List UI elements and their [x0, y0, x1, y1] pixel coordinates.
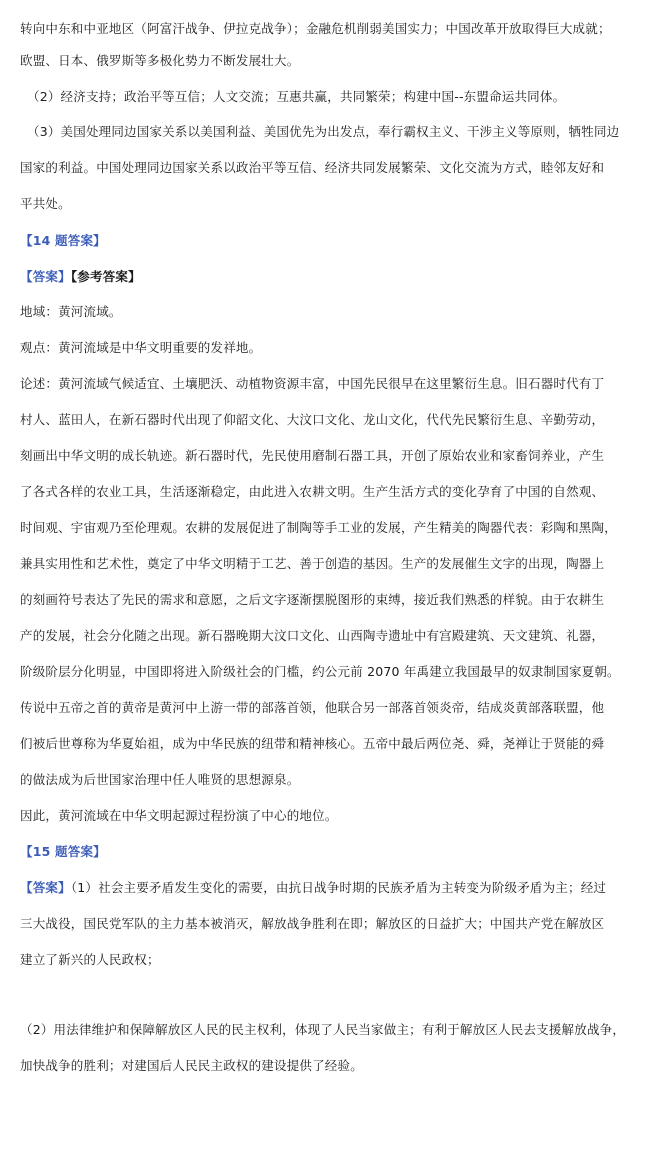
text-line: （3）美国处理同边国家关系以美国利益、美国优先为出发点，奉行霸权主义、干涉主义等原则，牺牲同边	[27, 124, 620, 139]
text-line: 刻画出中华文明的成长轨迹。新石器时代，先民使用磨制石器工具，开创了原始农业和家畜饲养业，产生	[20, 448, 605, 463]
text-line: 了各式各样的农业工具，生活逐渐稳定，由此进入农耕文明。生产生活方式的变化孕育了中国的自然观、	[20, 484, 605, 499]
text-line: 兼具实用性和艺术性，奠定了中华文明精于工艺、善于创造的基因。生产的发展催生文字的出现，陶器上	[20, 556, 605, 571]
text-line: 地域：黄河流域。	[20, 304, 122, 319]
text-line: 论述：黄河流域气候适宜、土壤肥沃、动植物资源丰富，中国先民很早在这里繁衍生息。旧石器时代有丁	[20, 376, 605, 391]
text-line: 国家的利益。中国处理同边国家关系以政治平等互信、经济共同发展繁荣、文化交流为方式，睦邻友好和	[20, 160, 605, 175]
text-line: 产的发展，社会分化随之出现。新石器晚期大汶口文化、山西陶寺遗址中有宫殿建筑、天文建筑、礼器，	[20, 628, 605, 643]
text-line: 观点：黄河流域是中华文明重要的发祥地。	[20, 340, 262, 355]
text-line: 建立了新兴的人民政权；	[20, 952, 160, 967]
answer-text: （1）社会主要矛盾发生变化的需要，由抗日战争时期的民族矛盾为主转变为阶级矛盾为主；经过	[70, 880, 607, 895]
text-line	[20, 879, 606, 897]
text-line: 的做法成为后世国家治理中任人唯贤的思想源泉。	[20, 772, 300, 787]
text-line: 平共处。	[20, 196, 71, 211]
text-line: 转向中东和中亚地区（阿富汗战争、伊拉克战争）；金融危机削弱美国实力；中国改革开放取得巨大成就；	[20, 21, 611, 36]
text-line: （2）经济支持；政治平等互信；人文交流；互惠共赢，共同繁荣；构建中国--东盟命运共同体。	[27, 89, 566, 104]
text-line: 村人、蓝田人，在新石器时代出现了仰韶文化、大汶口文化、龙山文化，代代先民繁衍生息、辛勤劳动，	[20, 412, 605, 427]
question-14-heading: 【14 题答案】	[20, 233, 106, 248]
text-line: 时间观、宇宙观乃至伦理观。农耕的发展促进了制陶等手工业的发展，产生精美的陶器代表：彩陶和黑陶，	[20, 520, 617, 535]
text-line: 传说中五帝之首的黄帝是黄河中上游一带的部落首领，他联合另一部落首领炎帝，结成炎黄部落联盟，他	[20, 700, 605, 715]
text-line: 加快战争的胜利；对建国后人民民主政权的建设提供了经验。	[20, 1058, 363, 1073]
text-line: 的刻画符号表达了先民的需求和意愿，之后文字逐渐摆脱图形的束缚，接近我们熟悉的样貌。由于农耕生	[20, 592, 605, 607]
question-15-heading: 【15 题答案】	[20, 844, 106, 859]
text-line: 三大战役，国民党军队的主力基本被消灭，解放战争胜利在即；解放区的日益扩大；中国共产党在解放区	[20, 916, 605, 931]
reference-answer-tag: 【参考答案】	[70, 269, 141, 284]
text-line: （2）用法律维护和保障解放区人民的民主权利，体现了人民当家做主；有利于解放区人民去支援解放战争，	[20, 1022, 626, 1037]
text-line: 欧盟、日本、俄罗斯等多极化势力不断发展壮大。	[20, 53, 300, 68]
text-line: 们被后世尊称为华夏始祖，成为中华民族的纽带和精神核心。五帝中最后两位尧、舜，尧禅让于贤能的舜	[20, 736, 605, 751]
answer-tag: 【答案】	[20, 269, 71, 284]
answer-tag: 【答案】	[20, 880, 71, 895]
text-line: 阶级阶层分化明显，中国即将进入阶级社会的门槛，约公元前 2070 年禹建立我国最早的奴隶制国家夏朝。	[20, 664, 620, 679]
text-line: 因此，黄河流域在中华文明起源过程扮演了中心的地位。	[20, 808, 338, 823]
answer-label-line	[20, 268, 141, 286]
